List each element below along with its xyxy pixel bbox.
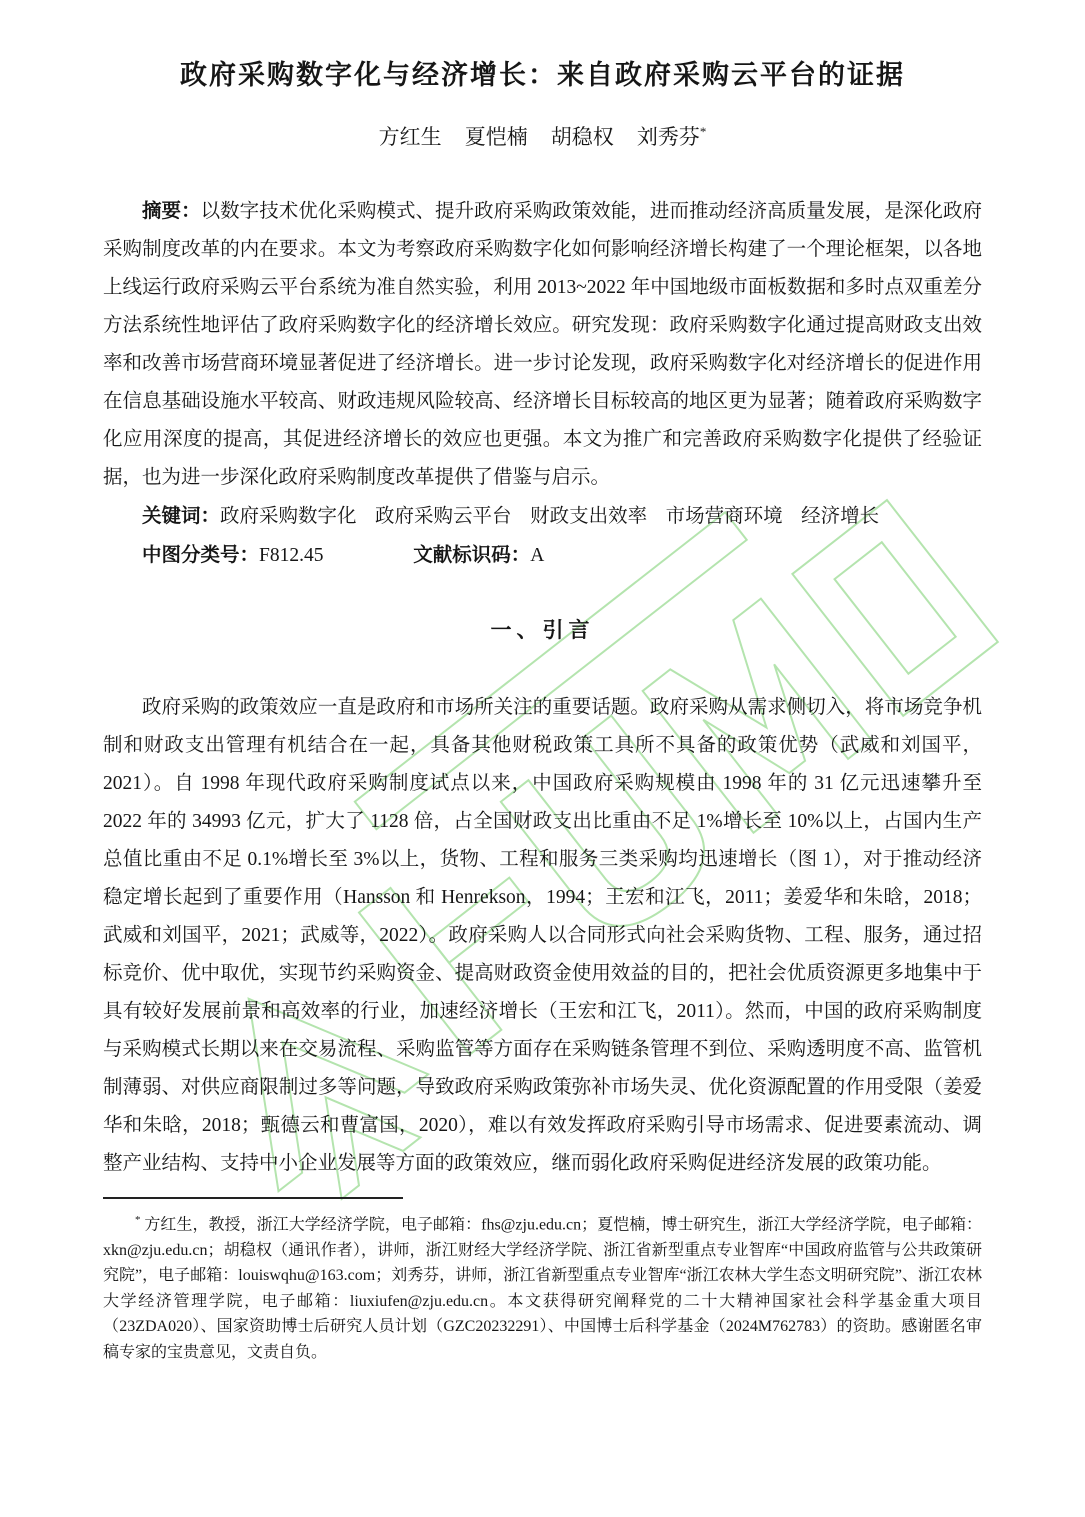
keyword-item: 市场营商环境 (665, 506, 783, 527)
keyword-item: 经济增长 (801, 506, 880, 527)
author-name: 刘秀芬* (636, 124, 707, 149)
abstract-text: 以数字技术优化采购模式、提升政府采购政策效能，进而推动经济高质量发展，是深化政府采购制度改革的内在要求。本文为考察政府采购数字化如何影响经济增长构建了一个理论框架，以各地上线运行政府采购云平台系统为准自然实验，利用 2013~2022 年中国地级市面板数据和多时点双重差分方法系统性地评估了政府采购数字化的经济增长效应。研究发现：政府采购数字化通过提高财政支出效率和改善市场营商环境显著促进了经济增长。进一步讨论发现，政府采购数字化对经济增长的促进作用在信息基础设施水平较高、财政违规风险较高、经济增长目标较高的地区更为显著；随着政府采购数字化应用深度的提高，其促进经济增长的效应也更强。本文为推广和完善政府采购数字化提供了经验证据，也为进一步深化政府采购制度改革提供了借鉴与启示。 (103, 201, 982, 488)
abstract-label: 摘要： (142, 200, 201, 222)
intro-paragraph: 政府采购的政策效应一直是政府和市场所关注的重要话题。政府采购从需求侧切入，将市场竞争机制和财政支出管理有机结合在一起，具备其他财税政策工具所不具备的政策优势（武威和刘国平，2021）。自 1998 年现代政府采购制度试点以来，中国政府采购规模由 1998 年的 31 亿元迅速攀升至 2022 年的 34993 亿元，扩大了 1128 倍，占全国财政支出比重由不足 1%增长至 10%以上，占国内生产总值比重由不足 0.1%增长至 3%以上，货物、工程和服务三类采购均迅速增长（图 1），对于推动经济稳定增长起到了重要作用（Hansson 和 Henrekson，1994；王宏和江飞，2011；姜爱华和朱晗，2018；武威和刘国平，2021；武威等，2022）。政府采购人以合同形式向社会采购货物、工程、服务，通过招标竞价、优中取优，实现节约采购资金、提高财政资金使用效益的目的，把社会优质资源更多地集中于具有较好发展前景和高效率的行业，加速经济增长（王宏和江飞，2011）。然而，中国的政府采购制度与采购模式长期以来在交易流程、采购监管等方面存在采购链条管理不到位、采购透明度不高、监管机制薄弱、对供应商限制过多等问题，导致政府采购政策弥补市场失灵、优化资源配置的作用受限（姜爱华和朱晗，2018；甄德云和曹富国，2020），难以有效发挥政府采购引导市场需求、促进要素流动、调整产业结构、支持中小企业发展等方面的政策效应，继而弱化政府采购促进经济发展的政策功能。 (103, 697, 982, 1174)
keyword-item: 政府采购数字化 (220, 506, 357, 527)
keywords-line (103, 497, 982, 536)
classification-line (103, 536, 982, 575)
clc-label: 中图分类号： (142, 544, 260, 566)
abstract-paragraph (103, 192, 982, 497)
page-title: 政府采购数字化与经济增长：来自政府采购云平台的证据 (180, 60, 905, 90)
footnote-marker: * (135, 1214, 141, 1226)
author-name: 方红生 (378, 125, 442, 149)
keywords-label: 关键词： (142, 505, 221, 527)
footnote-paragraph (103, 1208, 982, 1365)
clc-value: F812.45 (259, 545, 324, 566)
author-name: 胡稳权 (550, 125, 614, 149)
authors-line (103, 117, 982, 152)
section-heading-introduction: 一、引言 (490, 619, 595, 642)
author-note-symbol: * (699, 124, 707, 139)
keyword-item: 财政支出效率 (530, 506, 648, 527)
author-name: 夏恺楠 (464, 125, 528, 149)
doc-code-value: A (530, 545, 545, 566)
keywords-list (220, 506, 898, 527)
footnote-divider (103, 1197, 403, 1199)
keyword-item: 政府采购云平台 (375, 506, 512, 527)
doc-code-label: 文献标识码： (413, 544, 531, 566)
footnote-text: 方红生，教授，浙江大学经济学院，电子邮箱：fhs@zju.edu.cn；夏恺楠，博士研究生，浙江大学经济学院，电子邮箱：xkn@zju.edu.cn；胡稳权（通讯作者），讲师，浙江财经大学经济学院、浙江省新型重点专业智库“中国政府监管与公共政策研究院”，电子邮箱：louiswqhu@163.com；刘秀芬，讲师，浙江省新型重点专业智库“浙江农林大学生态文明研究院”、浙江农林大学经济管理学院，电子邮箱：liuxiufen@zju.edu.cn。本文获得研究阐释党的二十大精神国家社会科学基金重大项目（23ZDA020）、国家资助博士后研究人员计划（GZC20232291）、中国博士后科学基金（2024M762783）的资助。感谢匿名审稿专家的宝贵意见，文责自负。 (103, 1216, 982, 1361)
